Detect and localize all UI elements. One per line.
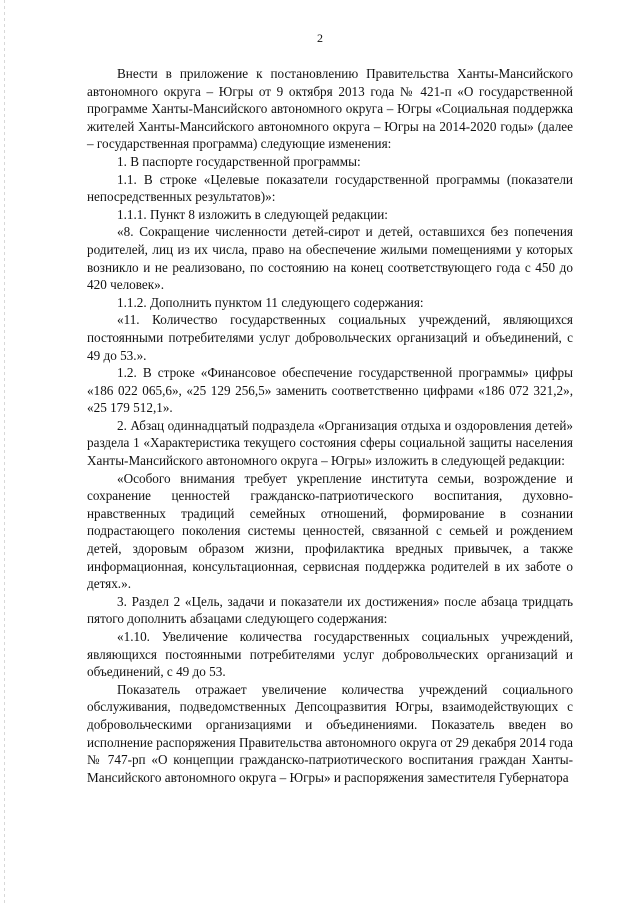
scan-edge-line xyxy=(4,0,5,905)
paragraph-item-1-1-1: 1.1.1. Пункт 8 изложить в следующей редакции: xyxy=(117,206,388,222)
paragraph-item-3: 3. Раздел 2 «Цель, задачи и показатели их достижения» после абзаца тридцать пятого дополнить абзацами следующего содержания: xyxy=(87,593,573,627)
paragraph-indicator: Показатель отражает увеличение количества учреждений социального обслуживания, подведомственных Депсоцразвития Югры, взаимодействующих с добровольческими организациями и объединениями. Показатель введен во исполнение распоряжения Правительства автономного округа от 29 декабря 2014 года № 747-рп «О концепции гражданско-патриотического воспитания граждан Ханты-Мансийского автономного округа – Югры» и распоряжения заместителя Губернатора xyxy=(87,681,573,785)
paragraph-quote-11: «11. Количество государственных социальных учреждений, являющихся постоянными потребителями услуг добровольческих организаций и объединений, с 49 до 53.». xyxy=(87,312,573,363)
paragraph-quote-family: «Особого внимания требует укрепление института семьи, возрождение и сохранение ценностей гражданско-патриотического воспитания, духовно-нравственных традиций семейных отношений, формирование в сознании подрастающего поколения системы ценностей, связанной с семьей и рождением детей, здоровым образом жизни, профилактика вредных привычек, а также информационная, консультационная, сервисная поддержка родителей в их заботе о детях.». xyxy=(87,470,573,592)
paragraph-intro: Внести в приложение к постановлению Правительства Ханты-Мансийского автономного округа – Югры от 9 октября 2013 года № 421-п «О государственной программе Ханты-Мансийского автономного округа – Югры «Социальная поддержка жителей Ханты-Мансийского автономного округа – Югры на 2014-2020 годы» (далее – государственная программа) следующие изменения: xyxy=(87,66,573,152)
paragraph-quote-1-10: «1.10. Увеличение количества государственных социальных учреждений, являющихся постоянными потребителями услуг добровольческих организаций и объединений, с 49 до 53. xyxy=(87,629,573,680)
paragraph-item-1: 1. В паспорте государственной программы: xyxy=(117,153,361,169)
paragraph-quote-8: «8. Сокращение численности детей-сирот и детей, оставшихся без попечения родителей, лиц из их числа, право на обеспечение жилыми помещениями у которых возникло и не реализовано, по состоянию на конец соответствующего года с 450 до 420 человек». xyxy=(87,224,573,293)
paragraph-item-1-1: 1.1. В строке «Целевые показатели государственной программы (показатели непосредственных результатов)»: xyxy=(87,171,573,205)
paragraph-item-1-1-2: 1.1.2. Дополнить пунктом 11 следующего содержания: xyxy=(117,294,424,310)
paragraph-item-2: 2. Абзац одиннадцатый подраздела «Организация отдыха и оздоровления детей» раздела 1 «Характеристика текущего состояния сферы социальной защиты населения Ханты-Мансийского автономного округа – Югры» изложить в следующей редакции: xyxy=(87,417,573,469)
paragraph-item-1-2: 1.2. В строке «Финансовое обеспечение государственной программы» цифры «186 022 065,6», «25 129 256,5» заменить соответственно цифрами «186 072 321,2», «25 179 512,1». xyxy=(87,365,573,416)
document-body xyxy=(87,65,573,786)
page-number: 2 xyxy=(317,31,323,45)
